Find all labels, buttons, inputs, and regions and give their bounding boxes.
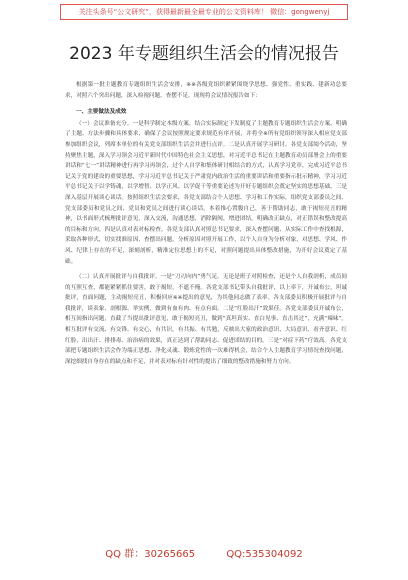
document-body [65,80,347,367]
body-paragraph: （二）认真开展批评与自我批评。一是“刀刃向内”勇气足。无论是班子对照检查，还是个人自我剖析，成员间的互照互查，都能紧紧抓住要害，敢于揭短，不遮不掩。各党支部书记带头自我批评，以上率下，开诚布公，坦诚批评，直面问题，主动揭短亮丑，积极回应※※提出的意见，为其他同志做了表率。各支部委员积极开展批评与自我批评，谈表象、剖根源、举实例，做到有血有肉、有点有面。二是“红脸出汗”效果佳。各党支部委员开诚布公，相互间指出问题，直截了当提出批评意见，敢于揭短亮丑，做到“真坦真实、直白见事、直击其过”，充满“辣味”。相互批评有交流、有交锋、有交心，有共识，有共振、有共勉，反映出大家的政治意识、大局意识、看齐意识、红红脸、出出汗、排排毒、治治病的效果，真正达到了帮助同志、促进团结的目的。三是“对症下药”疗效高。各党支部把专题组织生活会作为端正思想、净化灵魂、锻炼党性的一次难得机会，结合个人主题教育学习情况查找问题，深挖细找自身存在的缺点和不足，并对表对标有针对性的提出了细致的整改措施和努力方向。 [65,274,347,365]
footer-qq-group: QQ 群：30265665 [105,549,196,560]
intro-paragraph: 根据第一批主题教育专题组织生活会安排，※※各级党组织紧紧围绕学思想、强党性、重实践、建新功总要求，对照六个突出问题，深入检视问题，查摆不足。现现将会议情况报告如下： [65,82,347,99]
top-banner: 关注头条号“公文研究”，获得最新最全最专业的公文资料库！ 微信：gongwenyj [60,4,348,20]
section-heading: 一、主要做法及成效 [76,109,127,116]
body-paragraph: （一）会议准备充分。一是科学制定本级方案。结合实际制定下发制度了主题教育专题组织生活会方案，明确了主题、方法步骤和具体要求，确保了会议按照规定要求规范有序开展，并将全※所有党组织领导深入相应党支部参加组织会议，列席本单位的有关党支部组织生活会并进行点评。二是认真开展学习研讨。各党支部阅今活动，坚持聚焦主题，深入学习领会习近平新时代中国特色社会主义思想，对习近平总书记在主题教育动员部署会上的重要讲话和“七一”讲话精神进行再学习再领会，过个人自学和集体研讨相结合的方式，认真学习党章，完成习近平总书记关于党的建设的重要思想，学习习近平总书记关于严肃党内政治生活的重要讲话和重要指示批示精神，学习习近平总书记关于以学铸魂、以学增智、以学正风、以学促干等重要论述为开好专题组织会奠定坚实的思想基础。三是深入基层开展谈心谈话。按照组织生活会要求，各党支部结合个人思想、学习和工作实际，组织党支部委员之间、党支部委员和党员之间、党员和党员之间进行谈心谈话。本着推心置腹自己，善于帮助同志，敢于揭短亮丑的精神，以书面形式梳理批评意见，深入交流，沟通思想，消除隔阂，增进团结，明确改正缺点，对正错误和整改提高的目标和方向。四是认真对表对标检查。各党支部认真对照总书记要求，深入查摆问题、从实际工作中查找根源，采取各种形式，切实找准原因，查摆出问题，分析原因对照开展工作，以个人自身为分析对象，对思想、学风、作风、纪律上存在的不足，深刻剖析，精准定位思想上的不足，对照问题提出具体整改措施，为开好会议奠定了基础。 [65,120,347,265]
document-title: 2023 年专题组织生活会的情况报告 [69,44,339,64]
footer-qq: QQ:535304092 [226,549,303,560]
footer [0,548,408,562]
